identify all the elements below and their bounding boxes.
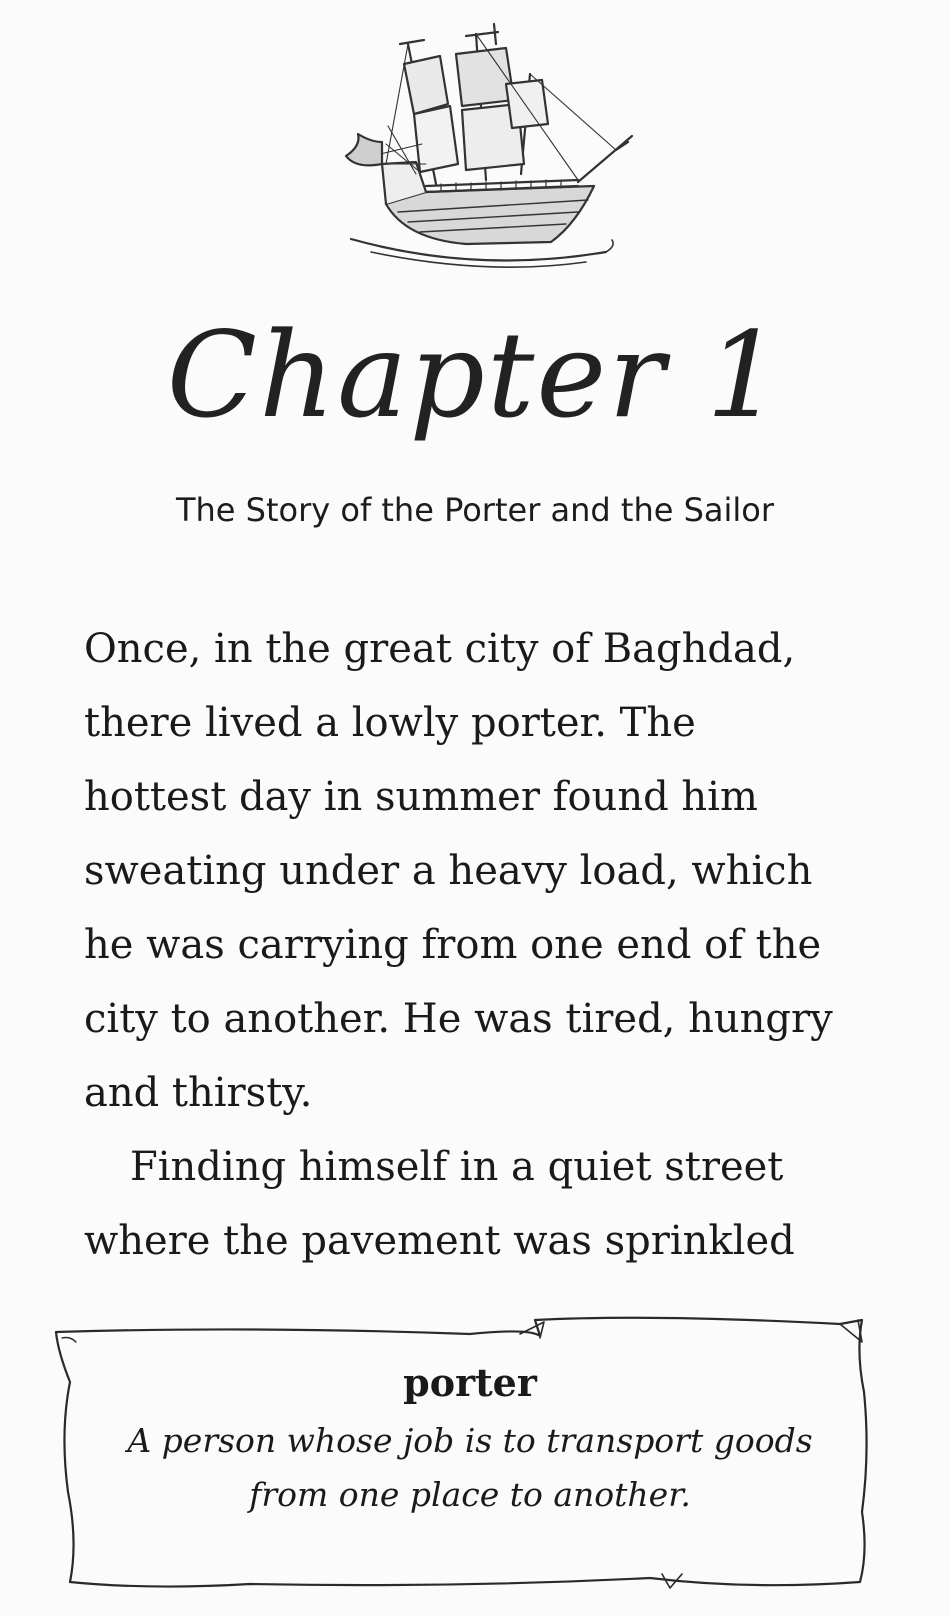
glossary-box: [50, 1312, 890, 1594]
glossary-definition-line: A person whose job is to transport goods: [127, 1421, 813, 1460]
chapter-title: Chapter 1: [166, 306, 784, 444]
story-line: hottest day in summer found him: [84, 774, 758, 820]
chapter-subtitle: The Story of the Porter and the Sailor: [175, 491, 775, 529]
story-line: he was carrying from one end of the: [84, 922, 822, 968]
story-line: there lived a lowly porter. The: [84, 700, 696, 746]
story-line: where the pavement was sprinkled: [84, 1218, 795, 1264]
glossary-definition-line: from one place to another.: [249, 1475, 691, 1514]
sailing-ship-illustration: [316, 14, 656, 284]
glossary-word: porter: [403, 1360, 537, 1405]
sailing-ship-icon: [316, 14, 656, 284]
story-line: sweating under a heavy load, which: [84, 848, 813, 894]
story-line: city to another. He was tired, hungry: [84, 996, 833, 1042]
story-text: [84, 612, 874, 1278]
story-line: and thirsty.: [84, 1070, 313, 1116]
story-line: Finding himself in a quiet street: [130, 1144, 784, 1190]
story-line: Once, in the great city of Baghdad,: [84, 626, 796, 672]
glossary-definition: [90, 1414, 850, 1522]
